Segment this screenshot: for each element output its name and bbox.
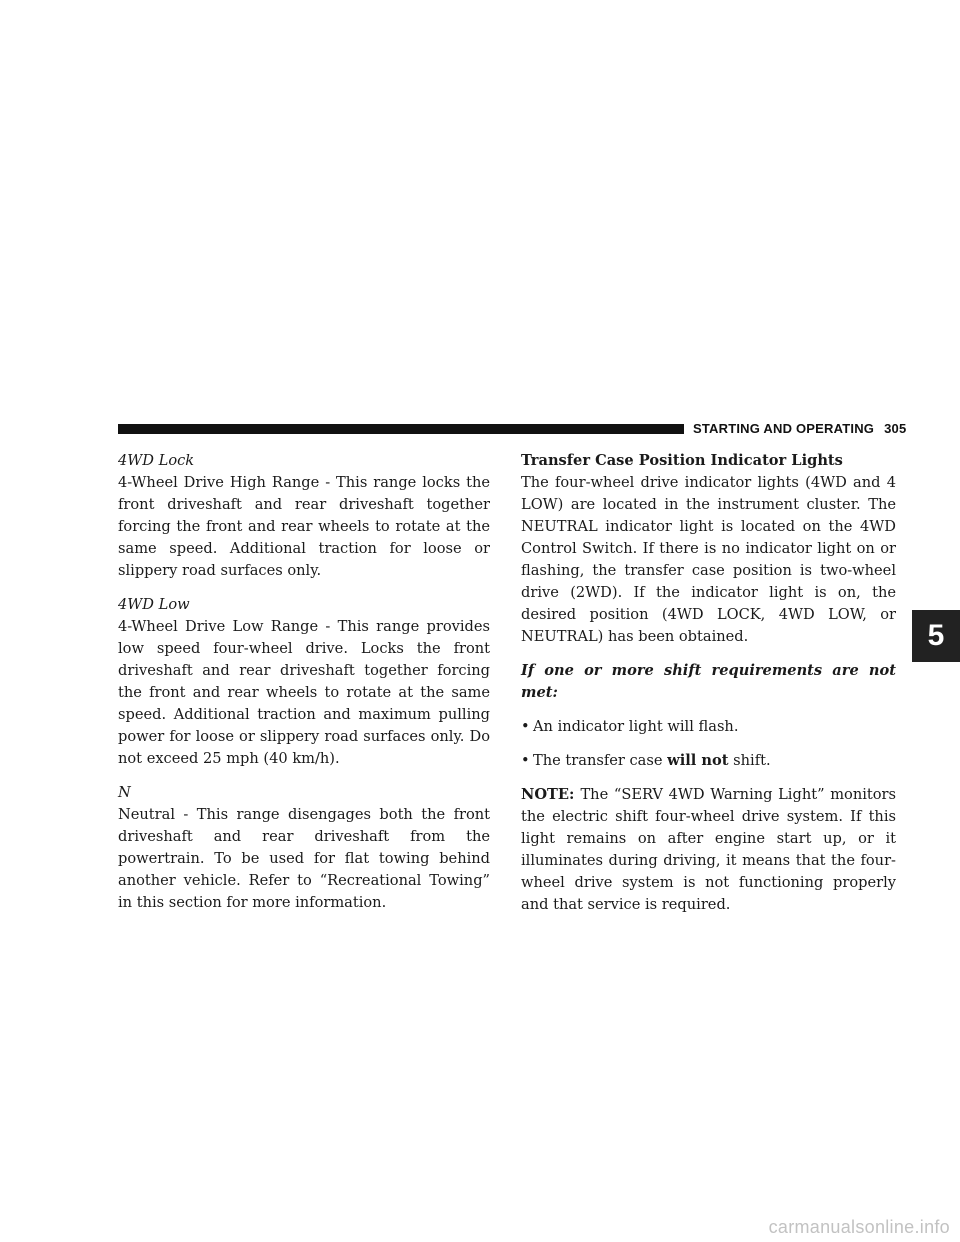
section-neutral xyxy=(118,782,490,914)
section-body: Neutral - This range disengages both the front driveshaft and rear driveshaft from the powertrain. To be used for flat towing behind another vehicle. Refer to “Recreational Towing” in this section for more information. xyxy=(118,806,490,911)
list-item xyxy=(521,716,896,738)
bullet-suffix: shift. xyxy=(733,752,771,769)
bullet-emphasis: will not xyxy=(667,752,729,769)
section-body: The four-wheel drive indicator lights (4WD and 4 LOW) are located in the instrument cluster. The NEUTRAL indicator light is located on the 4WD Control Switch. If there is no indicator light on or flashing, the transfer case position is two-wheel drive (2WD). If the indicator light is on, the desired position (4WD LOCK, 4WD LOW, or NEUTRAL) has been obtained. xyxy=(521,474,896,645)
chapter-tab: 5 xyxy=(912,610,960,662)
list-item xyxy=(521,750,896,772)
note-text: The “SERV 4WD Warning Light” monitors the electric shift four-wheel drive system. If this light remains on after engine start up, or it illuminates during driving, it means that the four-wheel drive system is not functioning properly and that service is required. xyxy=(521,786,896,913)
section-body: 4-Wheel Drive High Range - This range locks the front driveshaft and rear driveshaft together forcing the front and rear wheels to rotate at the same speed. Additional traction for loose or slippery road surfaces only. xyxy=(118,474,490,579)
section-heading: 4WD Lock xyxy=(118,452,195,469)
note-paragraph xyxy=(521,784,896,916)
bullet-text: An indicator light will flash. xyxy=(533,718,739,735)
left-column xyxy=(118,450,490,926)
running-header xyxy=(693,421,906,436)
section-heading: Transfer Case Position Indicator Lights xyxy=(521,452,843,469)
header-title: STARTING AND OPERATING xyxy=(693,421,875,436)
conditions-heading: If one or more shift requirements are not met: xyxy=(521,662,896,701)
section-4wd-low xyxy=(118,594,490,770)
section-body: 4-Wheel Drive Low Range - This range provides low speed four-wheel drive. Locks the front driveshaft and rear driveshaft together forcing the front and rear wheels to rotate at the same speed. Additional traction and maximum pulling power for loose or slippery road surfaces only. Do not exceed 25 mph (40 km/h). xyxy=(118,618,490,767)
bullet-prefix: The transfer case xyxy=(533,752,663,769)
conditions-list xyxy=(521,716,896,772)
right-column xyxy=(521,450,896,928)
page-number: 305 xyxy=(884,421,907,436)
section-4wd-lock xyxy=(118,450,490,582)
watermark: carmanualsonline.info xyxy=(768,1217,950,1237)
note-label: NOTE: xyxy=(521,786,575,803)
header-rule xyxy=(118,424,684,434)
section-heading: 4WD Low xyxy=(118,596,190,613)
indicator-lights-section xyxy=(521,450,896,648)
section-heading: N xyxy=(118,784,131,801)
